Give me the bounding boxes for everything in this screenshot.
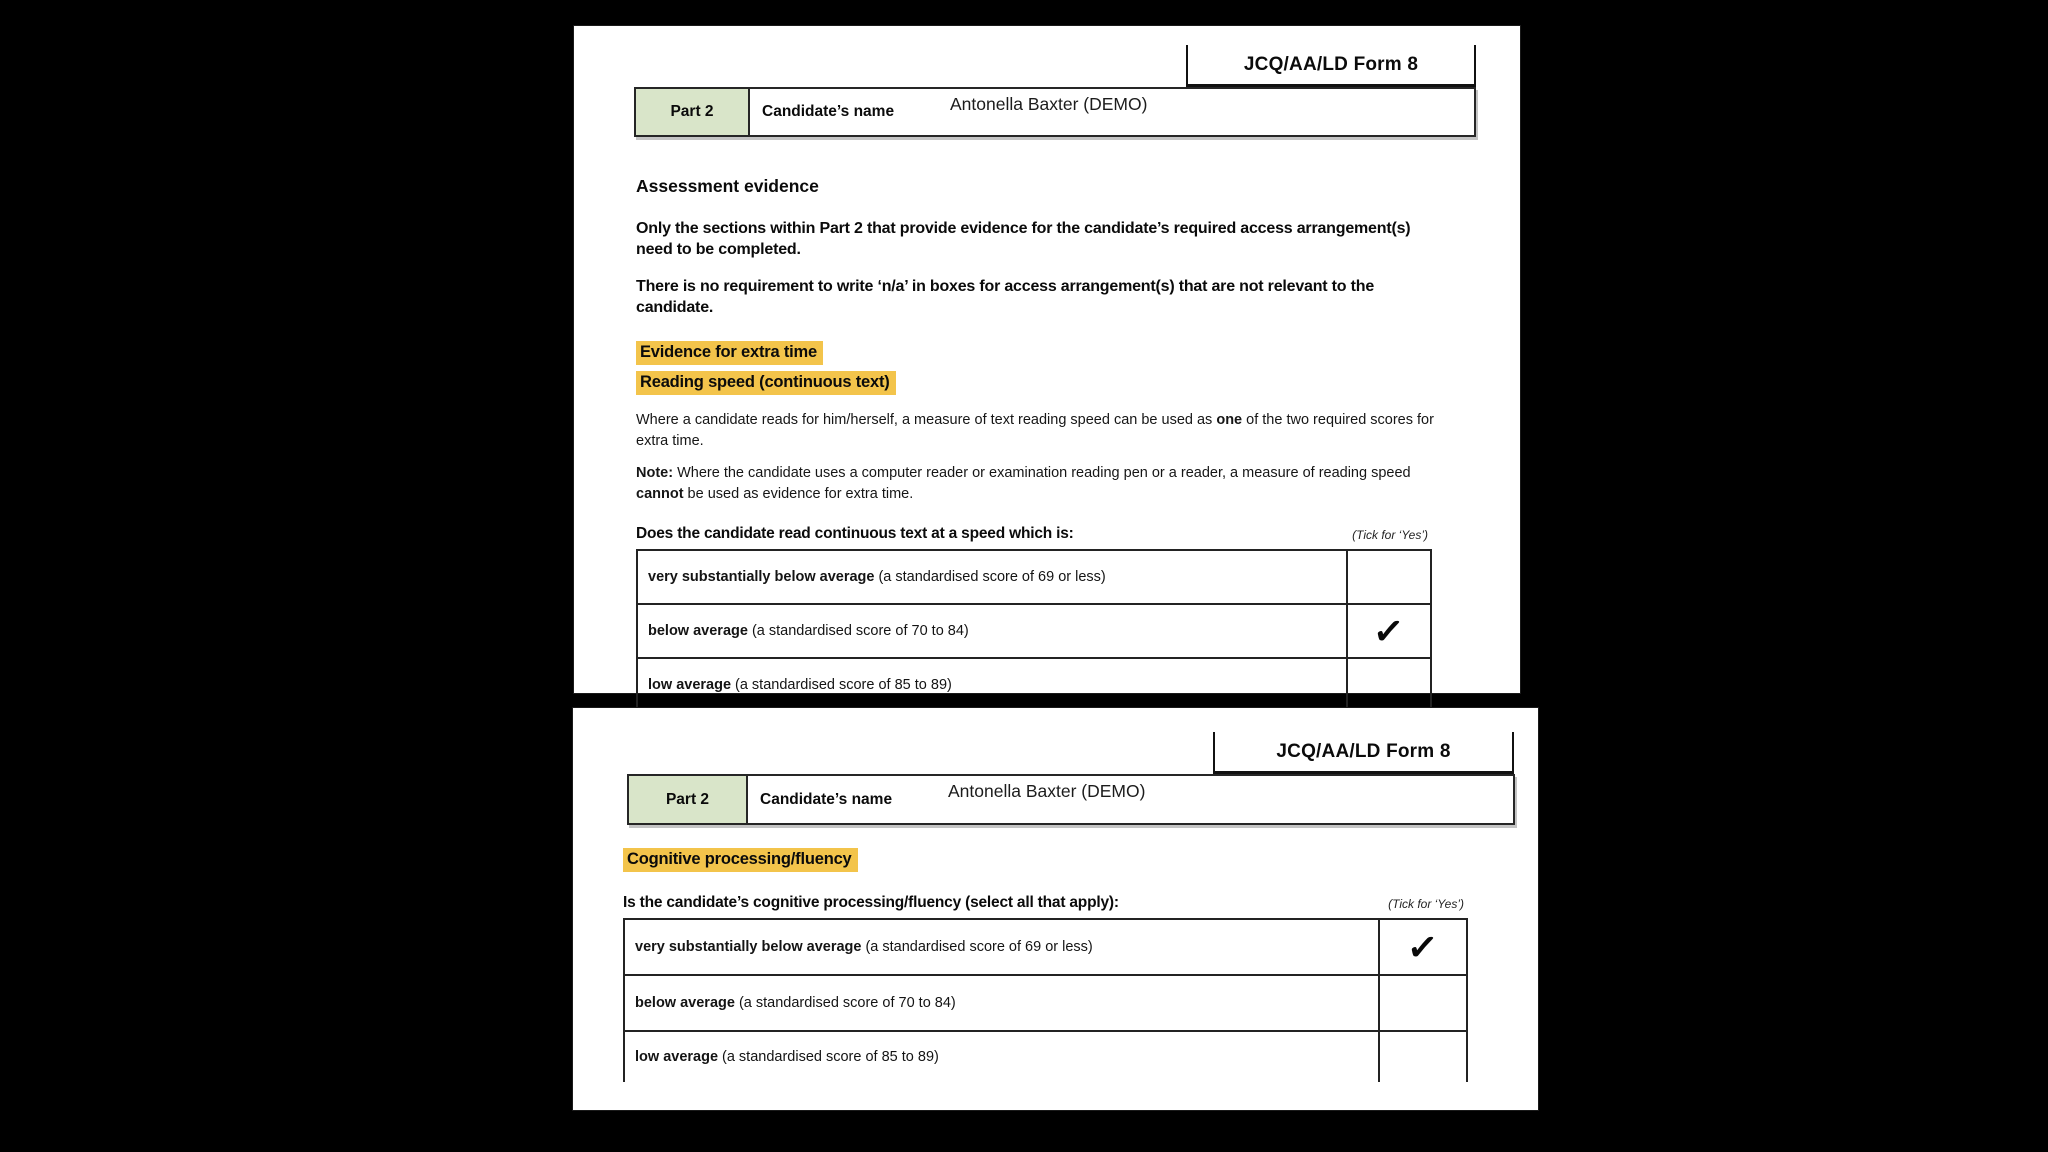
- table-row: [638, 551, 1430, 605]
- tick-cell[interactable]: [1378, 920, 1466, 974]
- highlight-line: [623, 848, 1464, 872]
- highlight-reading-speed: Reading speed (continuous text): [636, 371, 896, 395]
- row-label-rest: (a standardised score of 85 to 89): [722, 1049, 939, 1065]
- form-page-1: [574, 26, 1520, 693]
- note-mid: Where the candidate uses a computer reader or examination reading pen or a reader, a measure of reading speed: [673, 465, 1411, 482]
- candidate-row: [634, 87, 1476, 137]
- row-label: [638, 551, 1346, 603]
- tick-cell[interactable]: [1378, 976, 1466, 1030]
- tick-instruction: (Tick for ‘Yes’): [1352, 528, 1428, 543]
- tick-cell[interactable]: [1346, 659, 1430, 711]
- form-title: JCQ/AA/LD Form 8: [1276, 740, 1451, 762]
- question-text: Is the candidate’s cognitive processing/fluency (select all that apply):: [623, 894, 1119, 911]
- instruction-paragraph-2: There is no requirement to write ‘n/a’ in boxes for access arrangement(s) that are not relevant to the candidate.: [636, 277, 1375, 316]
- table-row: [625, 976, 1466, 1032]
- row-label-bold: very substantially below average: [648, 569, 875, 586]
- cognitive-processing-table: [623, 918, 1468, 1082]
- question-text: Does the candidate read continuous text at a speed which is:: [636, 525, 1074, 543]
- form-title: JCQ/AA/LD Form 8: [1243, 53, 1419, 75]
- question-row: [636, 525, 1428, 543]
- row-label-bold: low average: [648, 677, 732, 694]
- table-row: [625, 1032, 1466, 1082]
- row-label: [638, 659, 1346, 711]
- form-title-box: [1186, 45, 1476, 88]
- tick-mark: ✓: [1371, 609, 1407, 654]
- row-label-rest: (a standardised score of 70 to 84): [751, 623, 969, 640]
- tick-cell[interactable]: [1378, 1032, 1466, 1082]
- candidate-name-label: Candidate’s name: [760, 790, 893, 808]
- table-row: [638, 605, 1430, 659]
- tick-instruction: (Tick for ‘Yes’): [1388, 897, 1464, 911]
- note-cannot-bold: cannot: [636, 485, 684, 502]
- candidate-name-value[interactable]: Antonella Baxter (DEMO): [948, 781, 1146, 801]
- row-label: [638, 605, 1346, 657]
- highlight-line-2: [636, 371, 1436, 395]
- instruction-paragraph-1: Only the sections within Part 2 that provide evidence for the candidate’s required access arrangement(s) need to be completed.: [636, 220, 1411, 259]
- page-1-content: [636, 176, 1436, 713]
- row-label-rest: (a standardised score of 69 or less): [865, 939, 1093, 955]
- reading-speed-paragraph: [636, 410, 1454, 451]
- row-label: [625, 1032, 1378, 1082]
- part-label: Part 2: [665, 790, 710, 808]
- form-title-box: [1213, 732, 1514, 775]
- row-label-bold: low average: [635, 1049, 719, 1065]
- tick-mark: ✓: [1405, 925, 1441, 969]
- row-label: [625, 920, 1378, 974]
- note-post: be used as evidence for extra time.: [683, 485, 914, 502]
- table-row: [625, 920, 1466, 976]
- row-label-rest: (a standardised score of 69 or less): [878, 569, 1106, 586]
- page-2-content: [623, 848, 1464, 1082]
- row-label-bold: very substantially below average: [635, 939, 862, 955]
- row-label-rest: (a standardised score of 70 to 84): [738, 995, 956, 1011]
- question-row: [623, 894, 1464, 912]
- row-label-bold: below average: [648, 623, 748, 640]
- reading-para-post: of the two required scores for extra time.: [636, 412, 1434, 449]
- note-paragraph: [636, 463, 1454, 504]
- reading-para-bold: one: [1216, 412, 1243, 429]
- row-label-bold: below average: [635, 995, 735, 1011]
- candidate-row: [627, 774, 1515, 825]
- reading-speed-table: [636, 549, 1432, 713]
- form-page-2: [573, 708, 1538, 1110]
- table-row: [638, 659, 1430, 711]
- tick-cell[interactable]: [1346, 605, 1430, 657]
- row-label-rest: (a standardised score of 85 to 89): [735, 677, 952, 694]
- part-label: Part 2: [670, 103, 714, 120]
- row-label: [625, 976, 1378, 1030]
- part-2-cell: [629, 776, 748, 823]
- highlight-extra-time: Evidence for extra time: [636, 341, 823, 365]
- highlight-cognitive-processing: Cognitive processing/fluency: [623, 848, 858, 872]
- tick-cell[interactable]: [1346, 551, 1430, 603]
- section-heading: Assessment evidence: [636, 176, 819, 196]
- part-2-cell: [636, 89, 750, 135]
- highlight-line-1: [636, 341, 1436, 365]
- reading-para-pre: Where a candidate reads for him/herself, a measure of text reading speed can be used as: [636, 412, 1217, 429]
- candidate-name-label: Candidate’s name: [762, 103, 895, 120]
- candidate-name-value[interactable]: Antonella Baxter (DEMO): [950, 94, 1148, 114]
- note-lead-bold: Note:: [636, 465, 674, 482]
